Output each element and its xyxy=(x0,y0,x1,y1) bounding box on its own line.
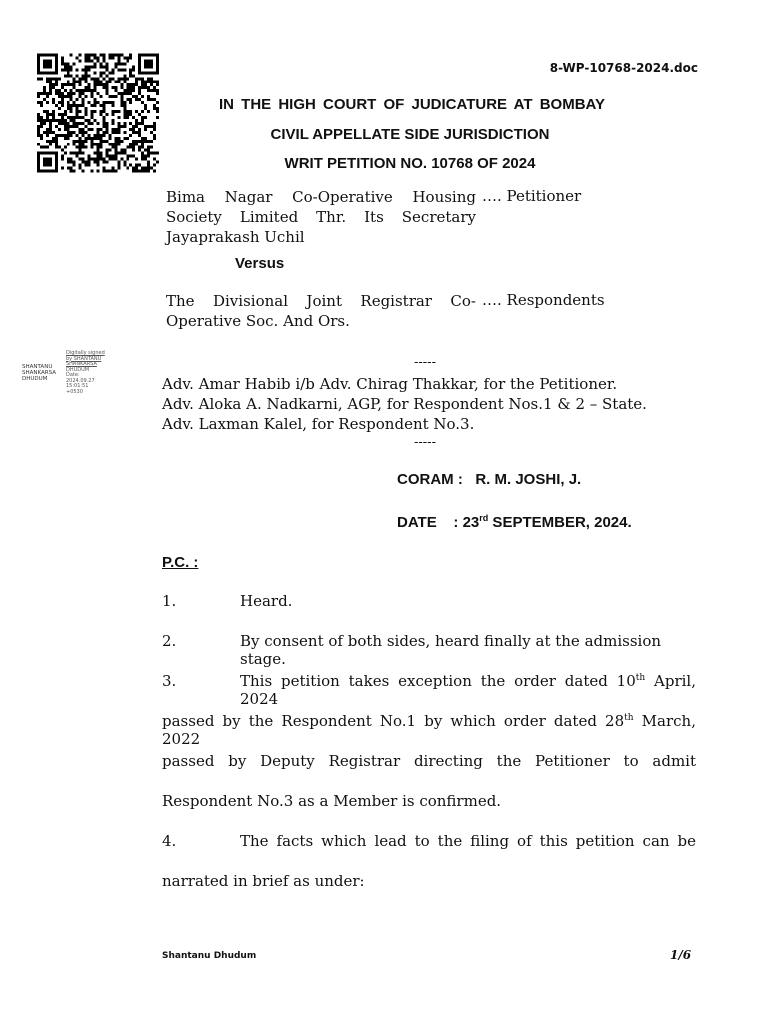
court-heading: IN THE HIGH COURT OF JUDICATURE AT BOMBAY xyxy=(218,96,605,113)
pc-heading: P.C. : xyxy=(162,554,199,571)
petition-number-heading: WRIT PETITION NO. 10768 OF 2024 xyxy=(284,155,536,172)
coram-line: CORAM : R. M. JOSHI, J. xyxy=(397,471,582,488)
respondent-role: …. Respondents xyxy=(482,291,605,309)
footer-author: Shantanu Dhudum xyxy=(162,951,257,961)
petitioner-role: …. Petitioner xyxy=(482,187,582,205)
digital-signature-details: Digitally signed by SHANTANU SHANKARSA DHUDUM Date: 2024.09.27 15:01:51 +0530 xyxy=(66,350,105,395)
paragraph-3-line: Respondent No.3 as a Member is confirmed. xyxy=(162,792,502,810)
paragraph-3-line: passed by Deputy Registrar directing the Petitioner to admit xyxy=(162,752,696,770)
respondent-name: The Divisional Joint Registrar Co- Operative Soc. And Ors. xyxy=(166,292,476,330)
jurisdiction-heading: CIVIL APPELLATE SIDE JURISDICTION xyxy=(270,126,550,143)
separator-bottom: ----- xyxy=(414,435,436,450)
versus-label: Versus xyxy=(235,255,285,272)
separator-top: ----- xyxy=(414,355,436,370)
paragraph-3-line: passed by the Respondent No.1 by which order dated 28th March, 2022 xyxy=(162,712,696,748)
paragraph-4-line: narrated in brief as under: xyxy=(162,872,365,890)
page-number: 1/6 xyxy=(670,948,692,962)
digital-signature-name: SHANTANU SHANKARSA DHUDUM xyxy=(22,364,56,382)
advocate-line: Adv. Amar Habib i/b Adv. Chirag Thakkar, for the Petitioner. xyxy=(162,375,618,393)
date-line: DATE : 23rd SEPTEMBER, 2024. xyxy=(397,513,632,531)
document-filename: 8-WP-10768-2024.doc xyxy=(549,61,698,75)
advocate-line: Adv. Laxman Kalel, for Respondent No.3. xyxy=(162,415,475,433)
petitioner-name: Bima Nagar Co-Operative Housing Society Limited Thr. Its Secretary Jayaprakash Uchil xyxy=(166,188,476,246)
advocate-line: Adv. Aloka A. Nadkarni, AGP, for Respondent Nos.1 & 2 – State. xyxy=(162,395,647,413)
